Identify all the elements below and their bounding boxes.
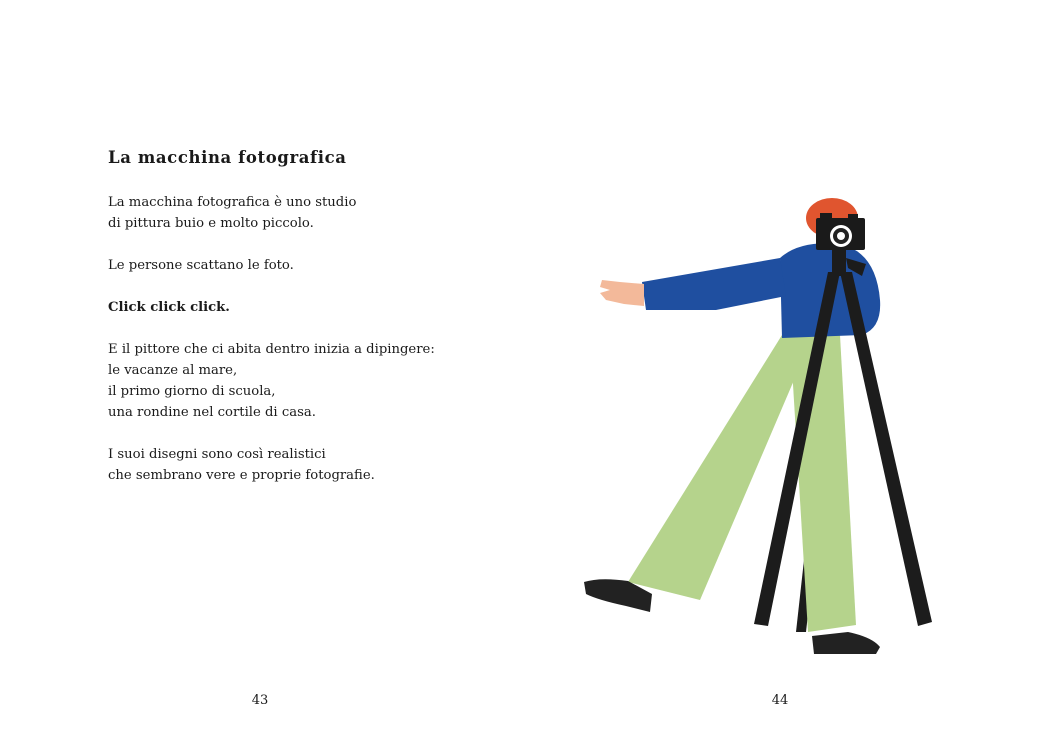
paragraph xyxy=(108,339,488,423)
photographer-illustration xyxy=(560,190,960,670)
text-line: La macchina fotografica è uno studio xyxy=(108,195,357,210)
text-line: di pittura buio e molto piccolo. xyxy=(108,216,314,231)
hand-icon xyxy=(600,280,644,306)
text-line: Le persone scattano le foto. xyxy=(108,258,294,273)
paragraph-emphasis xyxy=(108,297,488,318)
paragraph xyxy=(108,192,488,234)
text-line: che sembrano vere e proprie fotografie. xyxy=(108,468,375,483)
chapter-title: La macchina fotografica xyxy=(108,148,347,167)
trousers-right-leg xyxy=(790,335,856,632)
poem-body xyxy=(108,192,488,507)
paragraph xyxy=(108,255,488,276)
text-line: Click click click. xyxy=(108,300,230,315)
text-line: una rondine nel cortile di casa. xyxy=(108,405,316,420)
text-line: I suoi disegni sono così realistici xyxy=(108,447,326,462)
camera-icon xyxy=(816,213,865,250)
tripod-leg-right xyxy=(840,272,932,626)
shoe-right xyxy=(812,632,880,654)
text-line: le vacanze al mare, xyxy=(108,363,238,378)
text-line: il primo giorno di scuola, xyxy=(108,384,276,399)
sweater-arm xyxy=(642,258,786,310)
text-line: E il pittore che ci abita dentro inizia a dipingere: xyxy=(108,342,435,357)
paragraph xyxy=(108,444,488,486)
trousers-left-leg xyxy=(628,335,812,600)
page-number-right: 44 xyxy=(771,693,789,708)
page-number-left: 43 xyxy=(251,693,269,708)
